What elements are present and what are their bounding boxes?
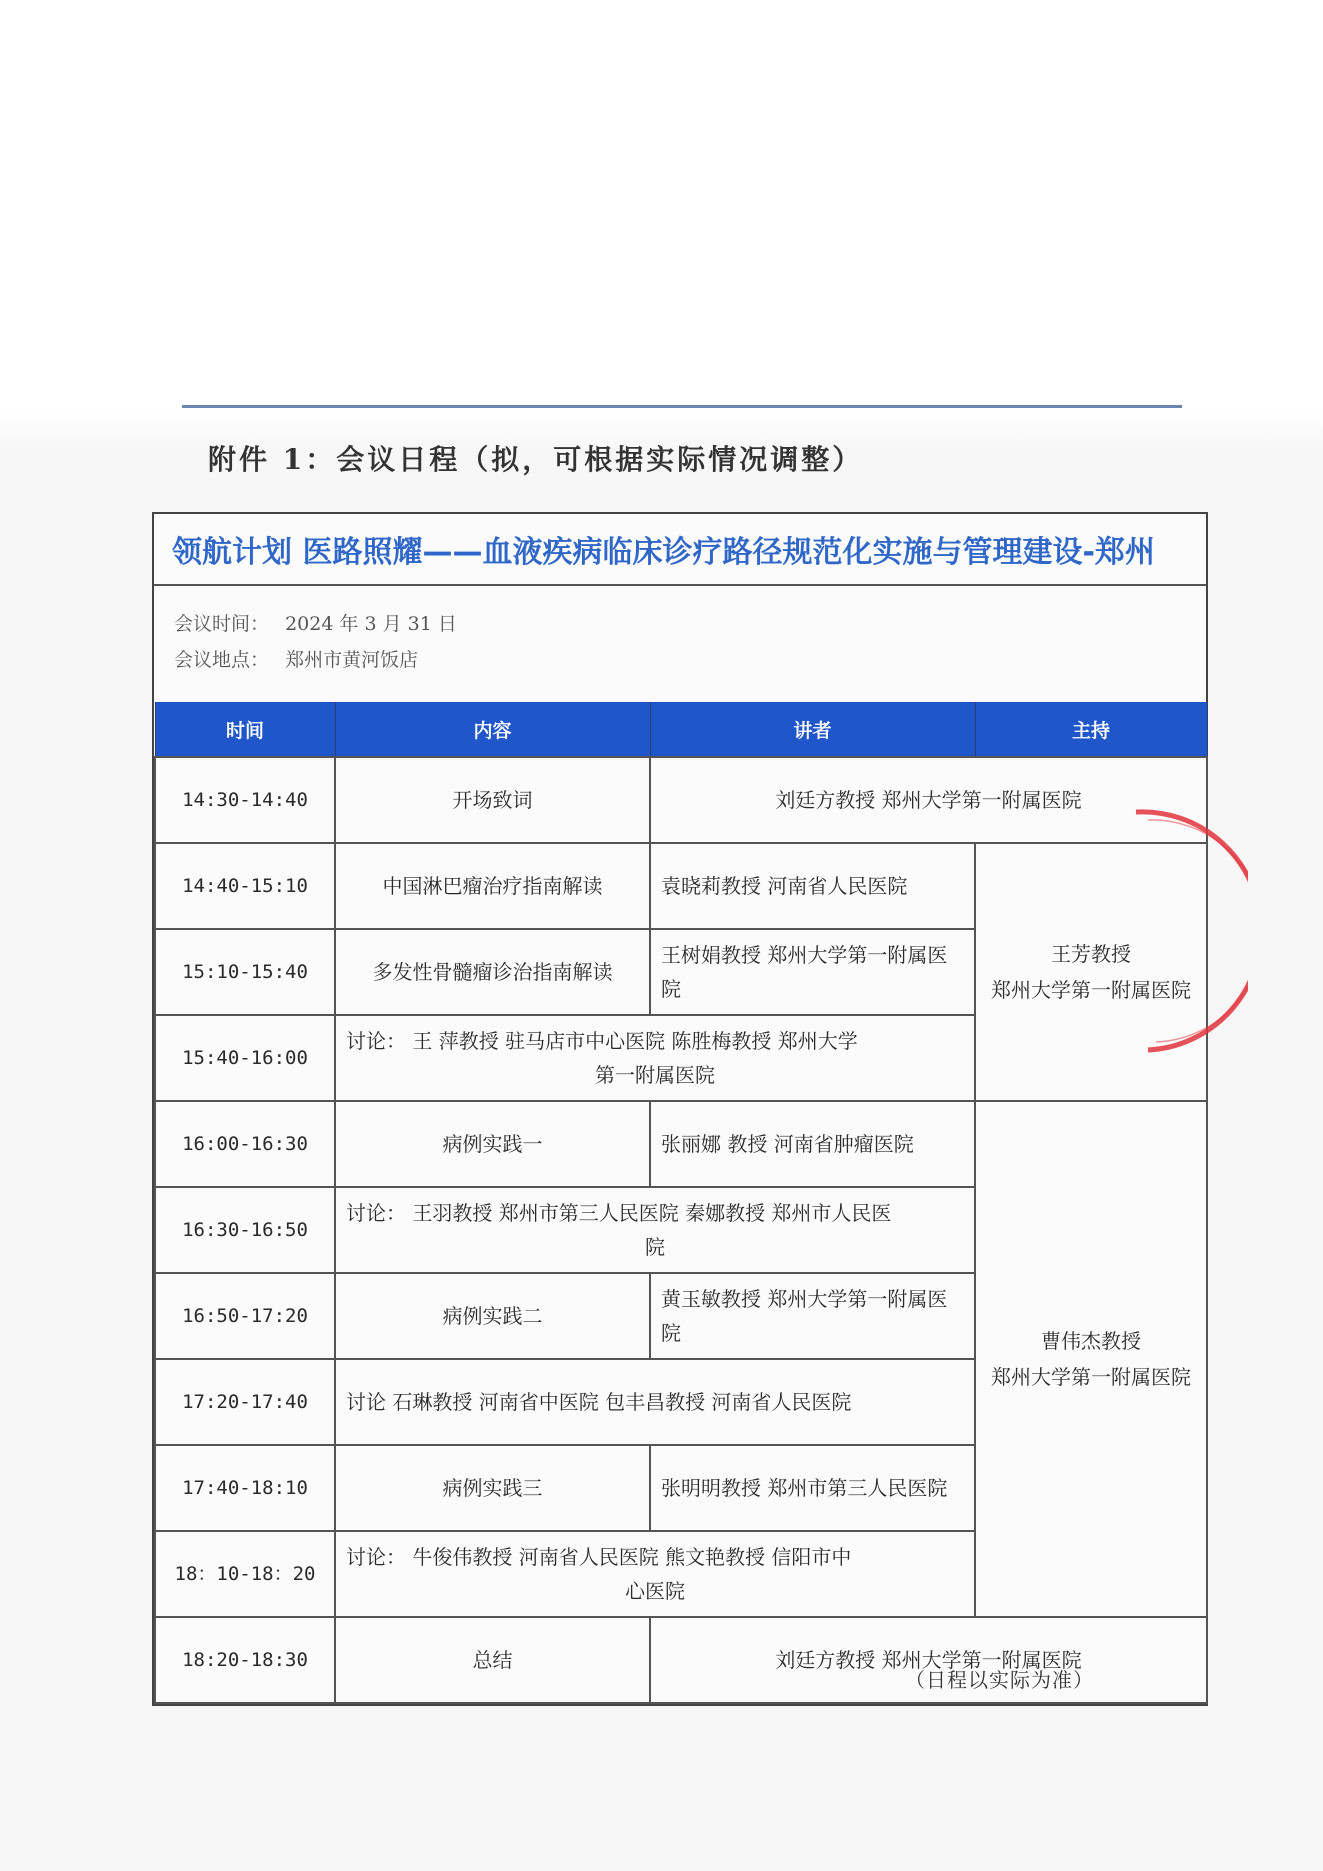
row-time: 17:20-17:40: [155, 1359, 335, 1445]
row-time: 15:40-16:00: [155, 1015, 335, 1101]
schedule-frame: [152, 512, 1208, 1706]
header-content: 内容: [335, 702, 650, 757]
meeting-place-value: 郑州市黄河饭店: [285, 649, 419, 671]
row-time: 16:50-17:20: [155, 1273, 335, 1359]
row-discussion: [335, 1531, 975, 1617]
table-row: [155, 1101, 1207, 1187]
host-affiliation: 郑州大学第一附属医院: [991, 1365, 1191, 1389]
meeting-place-line: [174, 642, 1206, 678]
row-discussion: [335, 1359, 975, 1445]
row-speaker: 袁晓莉教授 河南省人民医院: [650, 843, 975, 929]
header-time: 时间: [155, 702, 335, 757]
header-host: 主持: [975, 702, 1207, 757]
row-time: 18:20-18:30: [155, 1617, 335, 1703]
row-discussion: [335, 1015, 975, 1101]
attachment-title: 附件 1：会议日程（拟，可根据实际情况调整）: [208, 443, 864, 476]
row-content: 总结: [335, 1617, 650, 1703]
row-discussion: [335, 1187, 975, 1273]
header-speaker: 讲者: [650, 702, 975, 757]
row-time: 17:40-18:10: [155, 1445, 335, 1531]
row-time: 16:30-16:50: [155, 1187, 335, 1273]
meeting-place-label: 会议地点：: [174, 649, 270, 671]
schedule-table: [154, 702, 1208, 1704]
row-speaker: 刘廷方教授 郑州大学第一附属医院: [650, 757, 1207, 843]
host-affiliation: 郑州大学第一附属医院: [991, 978, 1191, 1002]
discussion-text: 讨论： 牛俊伟教授 河南省人民医院 熊文艳教授 信阳市中: [346, 1545, 852, 1569]
row-time: 14:40-15:10: [155, 843, 335, 929]
discussion-text: 讨论： 王 萍教授 驻马店市中心医院 陈胜梅教授 郑州大学: [346, 1029, 858, 1053]
row-content: 开场致词: [335, 757, 650, 843]
row-time: 14:30-14:40: [155, 757, 335, 843]
row-content: 多发性骨髓瘤诊治指南解读: [335, 929, 650, 1015]
row-speaker: 张明明教授 郑州市第三人民医院: [650, 1445, 975, 1531]
table-row: [155, 757, 1207, 843]
row-time: 16:00-16:30: [155, 1101, 335, 1187]
row-speaker: 黄玉敏教授 郑州大学第一附属医院: [650, 1273, 975, 1359]
discussion-text-tail: 院: [645, 1235, 665, 1259]
row-time: 15:10-15:40: [155, 929, 335, 1015]
table-header-row: [155, 702, 1207, 757]
host-name: 曹伟杰教授: [1041, 1329, 1141, 1353]
meeting-time-line: [174, 606, 1206, 642]
row-speaker: 刘廷方教授 郑州大学第一附属医院: [650, 1617, 1207, 1703]
seal-arc-icon: [1128, 800, 1248, 1060]
table-row: [155, 843, 1207, 929]
discussion-text: 讨论 石琳教授 河南省中医院 包丰昌教授 河南省人民医院: [346, 1390, 852, 1414]
row-time: 18：10-18：20: [155, 1531, 335, 1617]
host-name: 王芳教授: [1051, 942, 1131, 966]
banner-title: 领航计划 医路照耀——血液疾病临床诊疗路径规范化实施与管理建设-郑州: [154, 514, 1206, 586]
row-content: 病例实践三: [335, 1445, 650, 1531]
discussion-text: 讨论： 王羽教授 郑州市第三人民医院 秦娜教授 郑州市人民医: [346, 1201, 892, 1225]
meeting-time-value: 2024 年 3 月 31 日: [285, 613, 457, 635]
discussion-text-tail: 第一附属医院: [595, 1063, 715, 1087]
meeting-meta: [154, 586, 1206, 702]
discussion-text-tail: 心医院: [625, 1579, 685, 1603]
meeting-time-label: 会议时间：: [174, 613, 270, 635]
footer-note: （日程以实际为准）: [905, 1668, 1094, 1692]
row-content: 中国淋巴瘤治疗指南解读: [335, 843, 650, 929]
row-speaker: 王树娟教授 郑州大学第一附属医院: [650, 929, 975, 1015]
row-speaker: 张丽娜 教授 河南省肿瘤医院: [650, 1101, 975, 1187]
row-content: 病例实践一: [335, 1101, 650, 1187]
top-divider: [182, 405, 1182, 408]
host-cell-group2: [975, 1101, 1207, 1617]
row-content: 病例实践二: [335, 1273, 650, 1359]
